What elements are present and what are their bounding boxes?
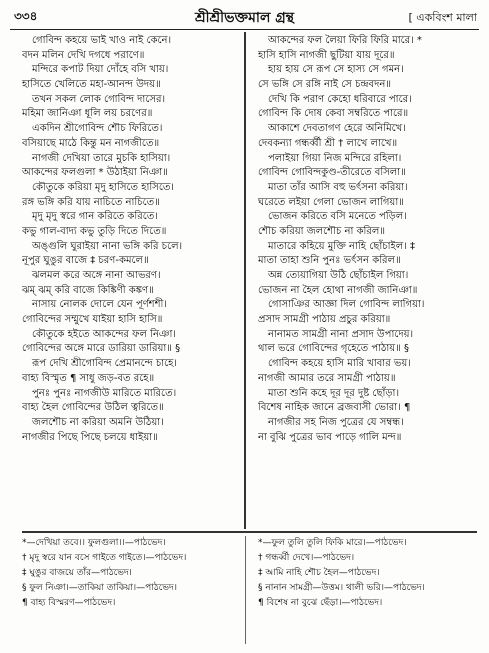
- verse-line: কভু গাল-বাদ্য কভু তুড়ি দিতে দিতে॥: [22, 225, 167, 237]
- footnote-line: ‡ ঘুঙুর বাজয়ে তাঁর—পাঠভেদ।: [22, 568, 132, 578]
- verse-line: মাতা তাহা শুনি পুনঃ ভর্ৎসন করিল॥: [258, 255, 401, 267]
- verse-line: গোবিন্দের অঙ্গে মারে ডারিয়া ডারিয়া॥ §: [22, 343, 181, 355]
- verse-line: রঙ্গ ভঙ্গি করি যায় নাচিতে নাচিতে॥: [22, 196, 160, 208]
- footnote-line: † মৃদু স্বরে যান বসে গাইতে গাইতে।—পাঠভেদ।: [22, 553, 187, 563]
- verse-line: নাগজীর পিছে পিছে চলয়ে ধাইয়া॥: [22, 431, 158, 443]
- verse-line: তখন সকল লোক গোবিন্দ দাসের।: [32, 93, 166, 105]
- verse-line: গোবিন্দের সম্মুখে যাইয়া হাসি হাসি॥: [22, 314, 163, 326]
- footnote-line: ‡ আমি নাহি শৌচ হৈল—পাঠভেদ।: [258, 568, 380, 578]
- verse-line: হাসি হাসি নাগজী ছুটিয়া যায় দূরে॥: [258, 49, 395, 61]
- footnote-rule: [22, 531, 477, 533]
- verse-line: সে ভঙ্গি সে রঙ্গি নাই সে চন্দ্রবদন॥: [258, 79, 391, 91]
- footnote-line: ¶ বাহ্য বিস্মরণ—পাঠভেদ।: [22, 598, 116, 608]
- left-footnotes: [22, 536, 232, 644]
- verse-line: মহিমা জানিঞা ধূলি লয় চরণের॥: [22, 108, 153, 120]
- footnote-line: † গন্ধর্ব্বী দেখে।—পাঠভেদ।: [258, 553, 355, 563]
- verse-line: শৌচ করিয়া জলশৌচ না করিল॥: [258, 225, 386, 237]
- verse-line: একদিন শ্রীগোবিন্দ শৌচ ফিরিতে।: [32, 123, 163, 135]
- footnote-line: ¶ বিশেষ না বুঝে ছেঁড়া।—পাঠভেদ।: [258, 598, 383, 608]
- verse-line: নাগজী দেখিয়া তারে মুচকি হাসিয়া।: [32, 152, 171, 164]
- verse-line: রূপ দেখি শ্রীগোবিন্দ প্রেমানন্দে চাহে।: [32, 358, 177, 370]
- verse-line: ভোজন করিতে বসি মনেতে পড়িল।: [268, 211, 407, 223]
- verse-line: মন্দিরে কপাট দিয়া দোঁহে বসি খায়।: [32, 64, 169, 76]
- verse-line: অন্ন ত্যেয়াগিয়া উঠি ছোঁচাইল গিয়া।: [268, 270, 409, 281]
- verse-line: বদন মলিন দেখি দগধে পরাণে॥: [22, 49, 145, 61]
- verse-line: নাগজী আমার তরে সামগ্রী পাঠায়॥: [258, 372, 396, 384]
- footnote-line: *—দেখিয়া তবে।। ফুলগুলা।।—পাঠভেদ।: [22, 538, 166, 548]
- verse-line: মাতা শুনি কহে দূর দূর দুষ্ট ছোঁড়া।: [268, 387, 400, 399]
- verse-line: অঙ্গুলি ঘুরাইয়া নানা ভঙ্গি করি চলে।: [32, 240, 183, 252]
- left-verse-column: [22, 34, 240, 445]
- verse-line: বাহ্য হৈল গোবিন্দের উঠিল ত্বরিতে॥: [22, 402, 164, 414]
- verse-line: গোবিন্দ কহয়ে ভাই খাও নাই কেনে।: [32, 35, 172, 46]
- verse-line: ঝলমল করে অঙ্গে নানা আভরণ।: [32, 270, 161, 281]
- verse-line: হায় হায় সে রূপ সে হাস্য সে গমন।: [268, 64, 404, 76]
- verse-line: থাল ভরে গোবিন্দের গৃহেতে পাঠায়॥ §: [258, 343, 409, 355]
- verse-line: মাতারে কহিয়ে মুক্তি নাহি ছোঁচাইল। ‡: [268, 240, 415, 252]
- verse-line: বাহ্য বিস্মৃত ¶ সাধু জড়-বত রহে॥: [22, 372, 155, 384]
- right-verse-column: [258, 34, 476, 445]
- verse-line: দেবকন্যা গন্ধর্ব্বী শ্রী † লাখে লাখে॥: [258, 137, 398, 149]
- verse-line: মাতা তাঁর আসি বহু ভর্ৎসনা করিয়া।: [268, 181, 408, 193]
- verse-line: গোবিন্দ কি দোষ কেবা সম্বরিতে পারে॥: [258, 108, 409, 120]
- verse-line: বসিয়াছে মাঠে কিন্তু মন নাগজীতে॥: [22, 137, 160, 149]
- verse-line: গোবিন্দ গোবিন্দকুণ্ড-তীরেতে বসিলা॥: [258, 167, 406, 179]
- right-footnotes: [258, 536, 468, 644]
- verse-line: গোসাঞির আজ্ঞা দিল গোবিন্দ লাগিয়া।: [268, 299, 425, 311]
- verse-line: বিশেষ নাহিক জানে ব্রজবাসী ভোরা। ¶: [258, 402, 411, 414]
- verse-line: কৌতুকে হইতে আকন্দের ফল নিঞা।: [32, 328, 176, 340]
- footnote-line: § ফুল নিঞা।—তাকিয়া তাকিয়া।—পাঠভেদ।: [22, 583, 177, 593]
- verse-line: নাসায় নোলক দোলে যেন পূর্ণশশী।: [32, 299, 167, 311]
- verse-line: আকন্দের ফলগুলা * উঠাইয়া নিঞা॥: [22, 167, 168, 179]
- verse-line: দেখি কি পরাণ কেহো ধরিবারে পারে।: [268, 93, 412, 105]
- footnote-line: § নানান সামগ্রী—উত্তম। থালী ভরি।—পাঠভেদ।: [258, 583, 425, 593]
- verse-line: মৃদু মৃদু স্বরে গান করিতে করিতে।: [32, 211, 158, 223]
- verse-line: ঘরেতে লইয়া গেলা ভোজন লাগিয়া॥: [258, 196, 404, 208]
- footnote-line: *—ফুল তুলি তুলি ফিকি মারে।—পাঠভেদ।: [258, 538, 407, 548]
- verse-line: প্রসাদ সামগ্রী পাঠায় প্রচুর করিয়া॥: [258, 314, 391, 326]
- verse-line: ঝম্ ঝম্ করি বাজে কিঙ্কিণী কঙ্কণ॥: [22, 284, 154, 296]
- verse-line: নূপুর ঘুঙুর বাজে ‡ চরণ-কমলে॥: [22, 255, 149, 267]
- page-header: [10, 3, 479, 30]
- page-number: ৩৩৪: [14, 9, 38, 23]
- verse-line: পলাইয়া গিয়া নিজ মন্দিরে রহিলা।: [268, 152, 402, 164]
- verse-line: আকন্দের ফল লৈয়া ফিরি ফিরি মারে। *: [268, 35, 422, 46]
- running-title: শ্রীশ্রীভক্তমাল গ্রন্থ: [194, 10, 295, 26]
- column-divider: [244, 32, 246, 529]
- verse-line: নাগজীর সহ নিজ পুত্রের যে সম্বন্ধ।: [268, 416, 404, 428]
- verse-line: নানামত সামগ্রী নানা প্রসাদ উপাদেয়।: [268, 328, 414, 340]
- verse-line: গোবিন্দ কহয়ে হাসি মারি খাবার ভয়।: [268, 358, 411, 370]
- verse-line: ভোজন না হৈল হোথা নাগজী জানিঞা॥: [258, 284, 418, 296]
- verse-line: হাসিতে খেলিতে মহা-আনন্দ উদয়॥: [22, 79, 161, 91]
- footnote-divider: [245, 536, 246, 644]
- verse-line: আকাশে দেবতাগণ হেরে অনিমিখে।: [268, 123, 406, 135]
- verse-line: কৌতুকে করিয়া মৃদু হাসিতে হাসিতে।: [32, 181, 174, 193]
- verse-line: না বুঝি পুত্রের ভাব পাড়ে গালি মন্দ॥: [258, 431, 402, 443]
- section-label: [ একবিংশ মালা: [408, 11, 477, 24]
- verse-line: পুনঃ পুনঃ নাগজীউ মারিতে মারিতে।: [32, 387, 177, 399]
- verse-line: জলশৌচ না করিয়া অমনি উঠিয়া।: [32, 416, 164, 428]
